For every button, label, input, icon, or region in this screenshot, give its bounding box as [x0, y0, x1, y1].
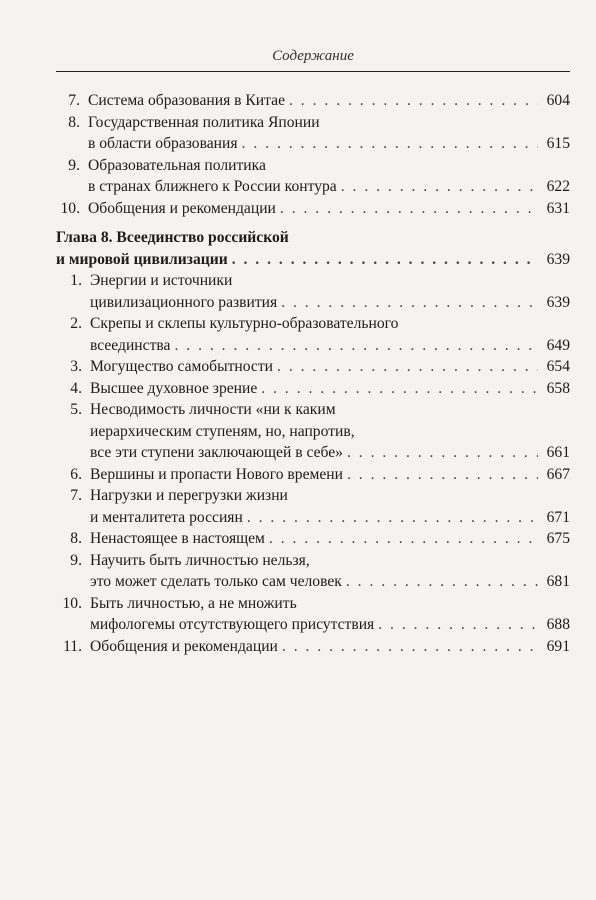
entry-title-line: Могущество самобытности — [90, 358, 274, 375]
entry-number: 7. — [70, 487, 82, 504]
toc-entry — [56, 550, 570, 593]
entry-title-line: Нагрузки и перегрузки жизни — [90, 487, 288, 504]
page-number: 691 — [546, 637, 570, 655]
entry-number: 1. — [70, 272, 82, 289]
leader-dots — [247, 507, 538, 529]
toc-entry — [56, 528, 570, 550]
entry-title-line: все эти ступени заключающей в себе» — [90, 444, 343, 461]
entry-number: 8. — [68, 113, 80, 131]
entry-title-line: Система образования в Китае — [88, 92, 285, 109]
page-number: 622 — [546, 178, 570, 195]
page-number: 681 — [546, 573, 570, 590]
entry-title-line: Скрепы и склепы культурно-образовательного — [90, 315, 399, 332]
entry-number: 5. — [70, 401, 82, 418]
entry-title-line: цивилизационного развития — [90, 293, 278, 311]
entry-title-line: Глава 8. Всеединство российской — [56, 229, 289, 246]
entry-number: 10. — [62, 594, 82, 612]
toc-entry — [56, 112, 570, 155]
leader-dots — [261, 378, 538, 400]
leader-dots — [232, 249, 538, 271]
entry-title-line: Государственная политика Японии — [88, 113, 320, 131]
page-number: 688 — [546, 616, 570, 633]
page-number: 671 — [546, 508, 570, 526]
toc-entry — [56, 356, 570, 378]
entry-title-line: и менталитета россиян — [90, 508, 243, 526]
leader-dots — [289, 90, 538, 112]
entry-title-line: Быть личностью, а не множить — [90, 594, 297, 612]
entry-number: 3. — [70, 358, 82, 375]
entry-title-line: Образовательная политика — [88, 156, 266, 174]
leader-dots — [174, 335, 538, 357]
leader-dots — [277, 356, 538, 378]
entry-number: 6. — [70, 465, 82, 483]
entry-number: 9. — [70, 551, 82, 569]
leader-dots — [347, 464, 538, 486]
running-head: Содержание — [272, 48, 354, 64]
toc-entry — [56, 464, 570, 486]
entry-number: 4. — [70, 379, 82, 397]
entry-title-line: это может сделать только сам человек — [90, 573, 342, 590]
entry-title-line: Ненастоящее в настоящем — [90, 530, 265, 547]
entry-title-line: и мировой цивилизации — [56, 250, 228, 268]
page-number: 604 — [546, 92, 570, 109]
entry-title-line: Обобщения и рекомендации — [88, 199, 276, 217]
chapter-heading — [56, 227, 570, 270]
entry-title-line: Несводимость личности «ни к каким — [90, 401, 336, 418]
toc-entry — [56, 636, 570, 658]
leader-dots — [281, 292, 538, 314]
leader-dots — [280, 198, 538, 220]
toc-entry — [56, 593, 570, 636]
page-number: 639 — [546, 293, 570, 311]
table-of-contents — [56, 90, 570, 657]
header-rule — [56, 71, 570, 72]
page-number: 649 — [546, 336, 570, 354]
entry-number: 2. — [70, 315, 82, 332]
toc-entry — [56, 90, 570, 112]
entry-number: 11. — [63, 637, 82, 655]
toc-entry — [56, 485, 570, 528]
entry-title-line: Научить быть личностью нельзя, — [90, 551, 310, 569]
entry-number: 9. — [68, 156, 80, 174]
entry-title-line: иерархическим ступеням, но, напротив, — [90, 422, 355, 440]
leader-dots — [242, 133, 538, 155]
leader-dots — [341, 176, 538, 198]
toc-entry — [56, 198, 570, 220]
page-number: 615 — [546, 135, 570, 152]
entry-title-line: мифологемы отсутствующего присутствия — [90, 616, 375, 633]
entry-number: 7. — [68, 92, 80, 109]
toc-entry — [56, 270, 570, 313]
page-number: 654 — [546, 358, 570, 375]
toc-entry — [56, 155, 570, 198]
toc-entry — [56, 378, 570, 400]
entry-number: 10. — [60, 199, 80, 217]
leader-dots — [347, 442, 538, 464]
entry-title-line: в странах ближнего к России контура — [88, 178, 337, 195]
page-number: 639 — [546, 250, 570, 268]
entry-title-line: в области образования — [88, 135, 238, 152]
page-number: 661 — [546, 444, 570, 461]
toc-entry — [56, 399, 570, 464]
page-number: 667 — [546, 465, 570, 483]
entry-title-line: Энергии и источники — [90, 272, 233, 289]
entry-title-line: Вершины и пропасти Нового времени — [90, 465, 343, 483]
page-number: 675 — [546, 530, 570, 547]
entry-title-line: Высшее духовное зрение — [90, 379, 258, 397]
leader-dots — [378, 614, 538, 636]
entry-title-line: всеединства — [90, 336, 171, 354]
leader-dots — [282, 636, 538, 658]
leader-dots — [269, 528, 538, 550]
toc-entry — [56, 313, 570, 356]
entry-title-line: Обобщения и рекомендации — [90, 637, 278, 655]
leader-dots — [346, 571, 538, 593]
page-number: 631 — [546, 199, 570, 217]
entry-number: 8. — [70, 530, 82, 547]
page-number: 658 — [546, 379, 570, 397]
